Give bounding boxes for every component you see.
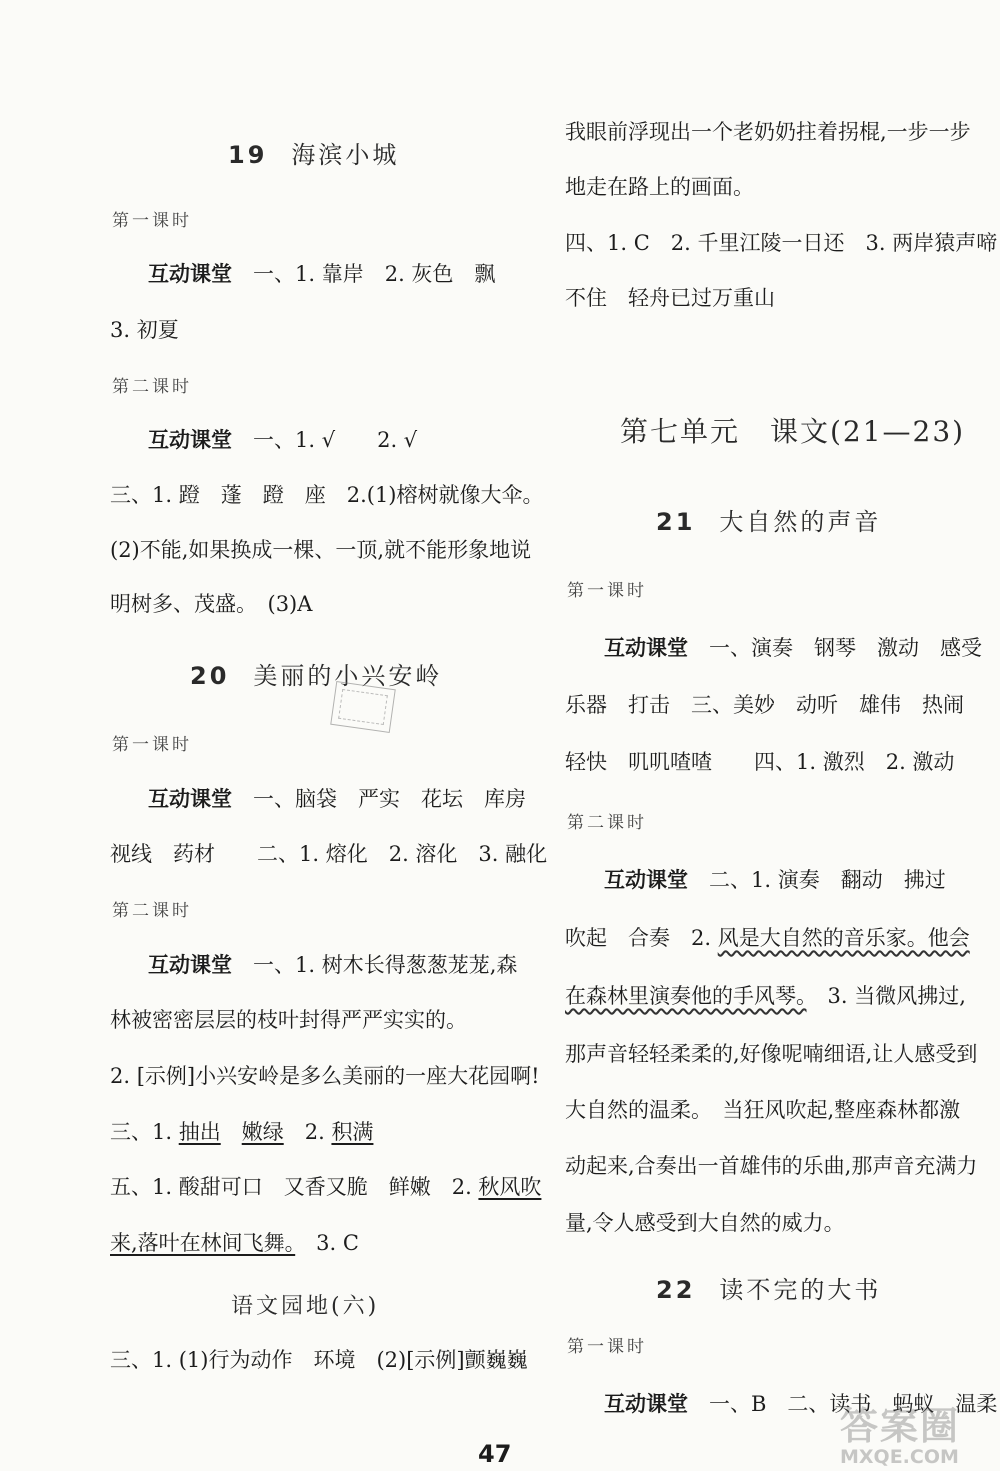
answer-line: 明树多、茂盛。 (3)A — [110, 592, 313, 616]
lesson-number: 20 — [190, 662, 230, 690]
answer-line: 轻快 叽叽喳喳 四、1. 激烈 2. 激动 — [565, 750, 955, 774]
section-second-period: 第二课时 — [112, 377, 192, 397]
answer-line: 2. [示例]小兴安岭是多么美丽的一座大花园啊! — [110, 1064, 540, 1088]
answer-line — [110, 1229, 359, 1257]
answer-line — [604, 634, 982, 662]
answer-text: 三、1. — [110, 1120, 179, 1144]
interactive-class-label: 互动课堂 — [604, 868, 688, 892]
stamp-mark — [330, 681, 396, 733]
answer-line — [110, 1118, 373, 1146]
interactive-class-label: 互动课堂 — [148, 787, 232, 811]
unit-seven-heading: 第七单元 课文(21—23) — [620, 415, 966, 448]
answer-text: 一、演奏 钢琴 激动 感受 — [688, 636, 982, 660]
answer-line — [604, 866, 946, 894]
section-second-period: 第二课时 — [112, 901, 192, 921]
answer-line — [148, 785, 526, 813]
answer-line — [110, 1173, 541, 1201]
answer-line: 四、1. C 2. 千里江陵一日还 3. 两岸猿声啼 — [565, 231, 998, 255]
watermark-text: 答案圈 — [840, 1404, 961, 1448]
answer-line — [148, 260, 495, 288]
lesson-title: 读不完的大书 — [719, 1276, 882, 1304]
answer-line: 三、1. (1)行为动作 环境 (2)[示例]颤巍巍 — [110, 1348, 528, 1372]
answer-line: 大自然的温柔。 当狂风吹起,整座森林都激 — [565, 1098, 961, 1122]
answer-line: (2)不能,如果换成一棵、一顶,就不能形象地说 — [110, 538, 532, 562]
underlined-answer: 积满 — [331, 1120, 374, 1144]
interactive-class-label: 互动课堂 — [148, 953, 232, 977]
answer-text: 一、1. 靠岸 2. 灰色 飘 — [232, 262, 496, 286]
underlined-answer: 抽出 — [178, 1120, 221, 1144]
section-first-period: 第一课时 — [112, 211, 192, 231]
wavy-underlined-answer: 在森林里演奏他的手风琴。 — [565, 984, 807, 1008]
answer-line: 那声音轻轻柔柔的,好像呢喃细语,让人感受到 — [565, 1042, 978, 1066]
interactive-class-label: 互动课堂 — [148, 428, 232, 452]
answer-text: 一、1. 树木长得葱葱茏茏,森 — [232, 953, 518, 977]
answer-line: 地走在路上的画面。 — [565, 175, 754, 199]
answer-text: 一、1. √ 2. √ — [232, 428, 418, 452]
answer-line: 量,令人感受到大自然的威力。 — [565, 1211, 845, 1235]
lesson-title: 海滨小城 — [291, 141, 400, 169]
answer-text: 3. C — [295, 1231, 359, 1255]
answer-line: 乐器 打击 三、美妙 动听 雄伟 热闹 — [565, 693, 964, 717]
underlined-answer: 来,落叶在林间飞舞。 — [110, 1231, 296, 1255]
section-second-period: 第二课时 — [567, 813, 647, 833]
answer-text: 吹起 合奏 2. — [565, 926, 718, 950]
language-garden-heading: 语文园地(六) — [231, 1294, 380, 1319]
underlined-answer: 秋风吹 — [478, 1175, 542, 1199]
wavy-underlined-answer: 风是大自然的音乐家。他会 — [717, 926, 970, 950]
lesson-title: 大自然的声音 — [719, 508, 882, 536]
underlined-answer: 嫩绿 — [241, 1120, 284, 1144]
lesson-21-heading — [656, 502, 881, 537]
answer-text: 一、脑袋 严实 花坛 库房 — [232, 787, 526, 811]
lesson-number: 21 — [656, 508, 696, 536]
answer-line — [565, 982, 966, 1010]
watermark-logo — [840, 1395, 995, 1467]
section-first-period: 第一课时 — [567, 581, 647, 601]
interactive-class-label: 互动课堂 — [604, 636, 688, 660]
section-first-period: 第一课时 — [567, 1337, 647, 1357]
interactive-class-label: 互动课堂 — [148, 262, 232, 286]
answer-line: 三、1. 蹬 蓬 蹬 座 2.(1)榕树就像大伞。 — [110, 483, 544, 507]
answer-line: 林被密密层层的枝叶封得严严实实的。 — [110, 1008, 467, 1032]
answer-text: 二、1. 演奏 翻动 拂过 — [688, 868, 946, 892]
lesson-20-heading — [190, 656, 442, 691]
answer-line: 不住 轻舟已过万重山 — [565, 286, 775, 310]
interactive-class-label: 互动课堂 — [604, 1392, 688, 1416]
answer-line: 3. 初夏 — [110, 318, 179, 342]
answer-text: 2. — [283, 1120, 332, 1144]
answer-line — [148, 426, 417, 454]
lesson-22-heading — [656, 1270, 881, 1305]
answer-line — [565, 924, 970, 952]
answer-line: 我眼前浮现出一个老奶奶拄着拐棍,一步一步 — [565, 120, 971, 144]
answer-line: 动起来,合奏出一首雄伟的乐曲,那声音充满力 — [565, 1154, 978, 1178]
lesson-19-heading — [228, 135, 399, 170]
answer-line: 视线 药材 二、1. 熔化 2. 溶化 3. 融化 — [110, 842, 548, 866]
lesson-title: 美丽的小兴安岭 — [253, 662, 443, 690]
answer-line — [148, 951, 517, 979]
lesson-number: 19 — [228, 141, 268, 169]
section-first-period: 第一课时 — [112, 735, 192, 755]
page-number: 47 — [478, 1440, 512, 1468]
answer-text: 五、1. 酸甜可口 又香又脆 鲜嫩 2. — [110, 1175, 479, 1199]
lesson-number: 22 — [656, 1276, 696, 1304]
watermark-url: MXQE.COM — [840, 1446, 959, 1468]
answer-text: 一、B 二、读书 蚂蚁 温柔 — [688, 1392, 998, 1416]
answer-text: 3. 当微风拂过, — [806, 984, 966, 1008]
